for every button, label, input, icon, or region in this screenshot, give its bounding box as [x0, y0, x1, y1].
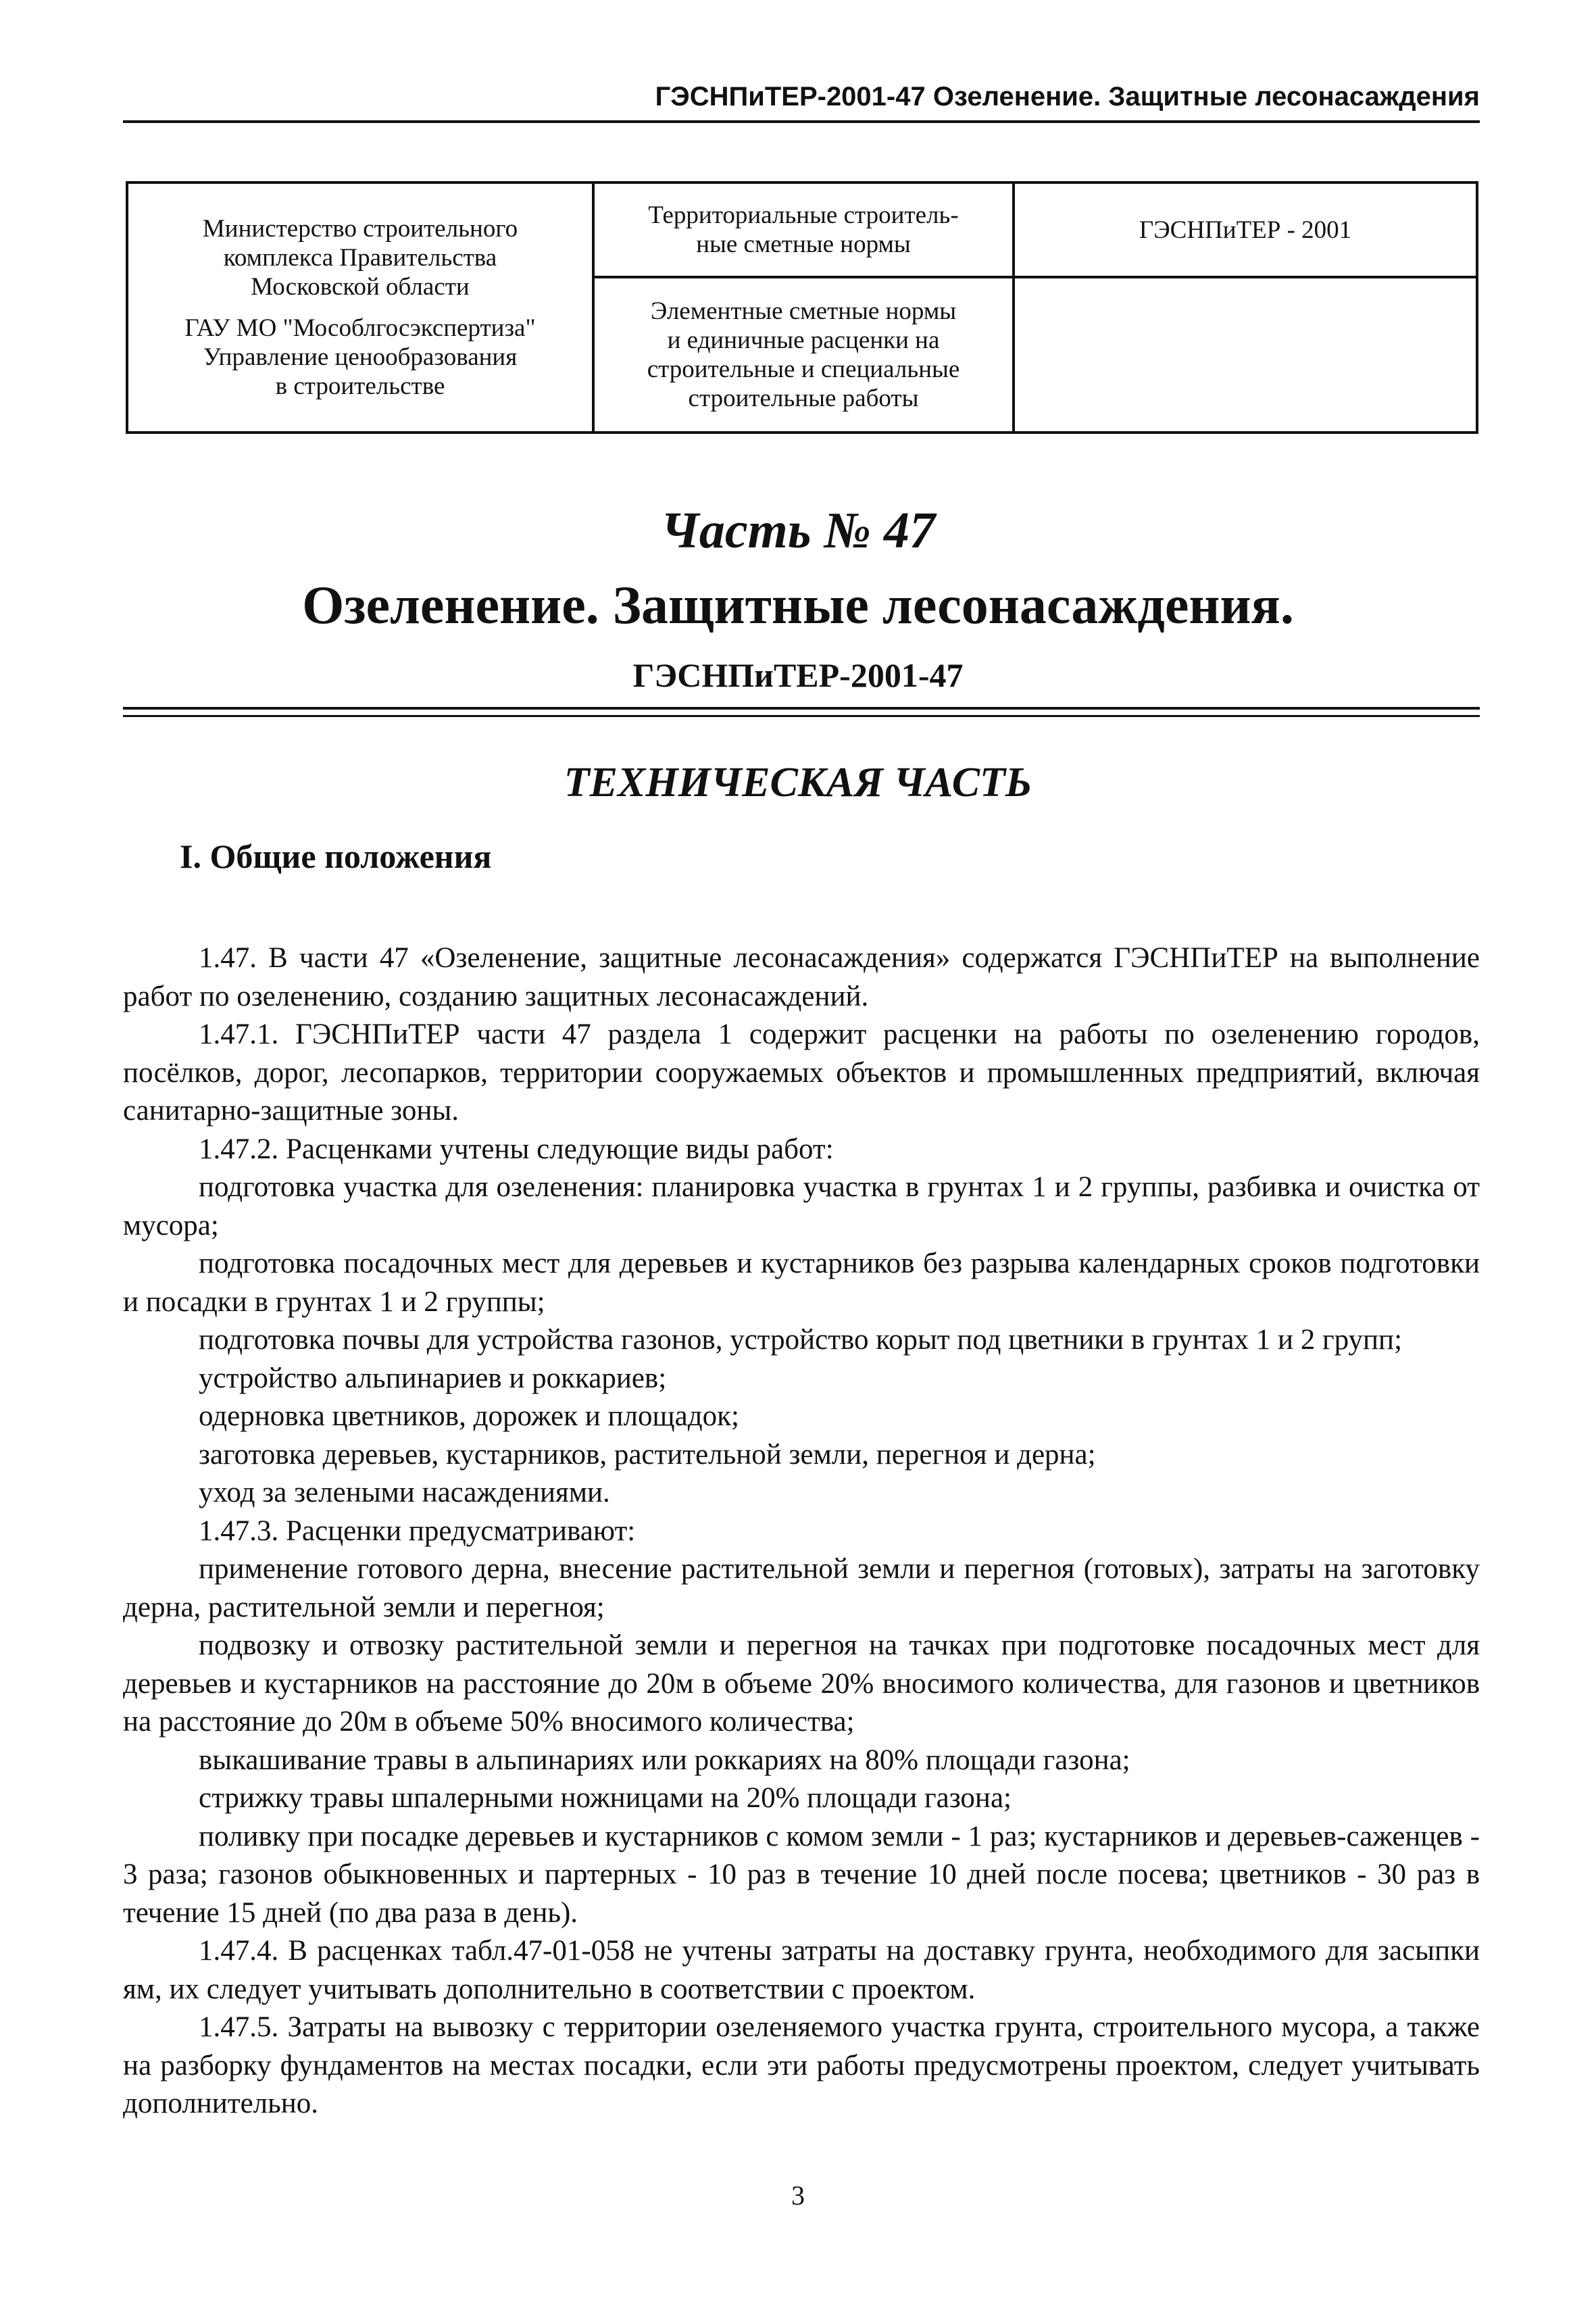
page-number: 3 [791, 2180, 805, 2211]
paragraph: 1.47.2. Расценками учтены следующие виды работ: [199, 1133, 834, 1165]
info-table [126, 181, 1478, 434]
org-line: в строительстве [275, 372, 445, 400]
paragraph: подготовка посадочных мест для деревьев и кустарников без разрыва календарных сроков подготовки и посадки в грунтах 1 и 2 группы; [123, 1248, 1480, 1318]
header-rule [123, 120, 1480, 123]
norm-type-cell [593, 182, 1014, 277]
paragraph: уход за зелеными насаждениями. [199, 1477, 610, 1508]
paragraph: устройство альпинариев и роккариев; [199, 1362, 667, 1394]
part-title: Озеленение. Защитные лесонасаждения. [302, 576, 1294, 635]
org-line: Министерство строительного [202, 215, 518, 243]
paragraph: стрижку травы шпалерными ножницами на 20% площади газона; [199, 1782, 1012, 1814]
paragraph: 1.47.3. Расценки предусматривают: [199, 1515, 636, 1547]
double-rule [123, 715, 1480, 717]
org-line: комплекса Правительства [223, 244, 497, 272]
norm-desc-line: и единичные расценки на [667, 326, 940, 354]
paragraph: 1.47. В части 47 «Озеленение, защитные лесонасаждения» содержатся ГЭСНПиТЕР на выполнение работ по озеленению, созданию защитных лесонасаждений. [123, 942, 1480, 1012]
subsection-title: I. Общие положения [180, 837, 492, 875]
paragraph: 1.47.1. ГЭСНПиТЕР части 47 раздела 1 содержит расценки на работы по озеленению городов, посёлков, дорог, лесопарков, территории сооружаемых объектов и промышленных предприятий, включая санитарно-защитные зоны. [123, 1018, 1480, 1127]
org-block-ministry [134, 214, 587, 301]
code-cell [1014, 182, 1477, 277]
norm-desc-line: строительные и специальные [647, 355, 960, 383]
norm-desc-line: строительные работы [688, 385, 919, 412]
paragraph: 1.47.4. В расценках табл.47-01-058 не учтены затраты на доставку грунта, необходимого для засыпки ям, их следует учитывать дополнительно в соответствии с проектом. [123, 1935, 1480, 2005]
norm-description-cell [593, 277, 1014, 433]
body-text [123, 939, 1480, 2123]
section-title: ТЕХНИЧЕСКАЯ ЧАСТЬ [564, 760, 1032, 806]
norm-type-line: ные сметные нормы [696, 230, 911, 258]
running-header: ГЭСНПиТЕР-2001-47 Озеленение. Защитные лесонасаждения [655, 82, 1480, 112]
paragraph: одерновка цветников, дорожек и площадок; [199, 1400, 739, 1432]
paragraph: подготовка почвы для устройства газонов, устройство корыт под цветники в грунтах 1 и 2 групп; [199, 1324, 1403, 1356]
paragraph: выкашивание травы в альпинариях или роккариях на 80% площади газона; [199, 1744, 1130, 1776]
code-label: ГЭСНПиТЕР - 2001 [1139, 216, 1352, 244]
empty-cell [1014, 277, 1477, 433]
org-line: Управление ценообразования [203, 343, 518, 371]
org-block-expertise [134, 314, 587, 401]
norm-desc-line: Элементные сметные нормы [650, 297, 957, 325]
paragraph: подготовка участка для озеленения: планировка участка в грунтах 1 и 2 группы, разбивка и очистка от мусора; [123, 1171, 1480, 1241]
norm-type-line: Территориальные строитель- [648, 201, 959, 229]
paragraph: 1.47.5. Затраты на вывозку с территории озеленяемого участка грунта, строительного мусора, а также на разборку фундаментов на местах посадки, если эти работы предусмотрены проектом, следует учитывать дополнительно. [123, 2011, 1480, 2119]
double-rule [123, 707, 1480, 710]
paragraph: применение готового дерна, внесение растительной земли и перегноя (готовых), затраты на заготовку дерна, растительной земли и перегноя; [123, 1553, 1480, 1623]
paragraph: поливку при посадке деревьев и кустарников с комом земли - 1 раз; кустарников и деревьев-саженцев - 3 раза; газонов обыкновенных и партерных - 10 раз в течение 10 дней после посева; цветников - 30 раз в течение 15 дней (по два раза в день). [123, 1820, 1480, 1929]
part-number: Часть № 47 [661, 502, 935, 559]
org-line: ГАУ МО "Мособлгосэкспертиза" [184, 314, 536, 342]
paragraph: подвозку и отвозку растительной земли и перегноя на тачках при подготовке посадочных мест для деревьев и кустарников на расстояние до 20м в объеме 20% вносимого количества, для газонов и цветников на расстояние до 20м в объеме 50% вносимого количества; [123, 1629, 1480, 1738]
organization-cell [127, 182, 593, 433]
org-line: Московской области [251, 273, 470, 301]
paragraph: заготовка деревьев, кустарников, растительной земли, перегноя и дерна; [199, 1438, 1096, 1471]
code-title: ГЭСНПиТЕР-2001-47 [632, 656, 964, 694]
